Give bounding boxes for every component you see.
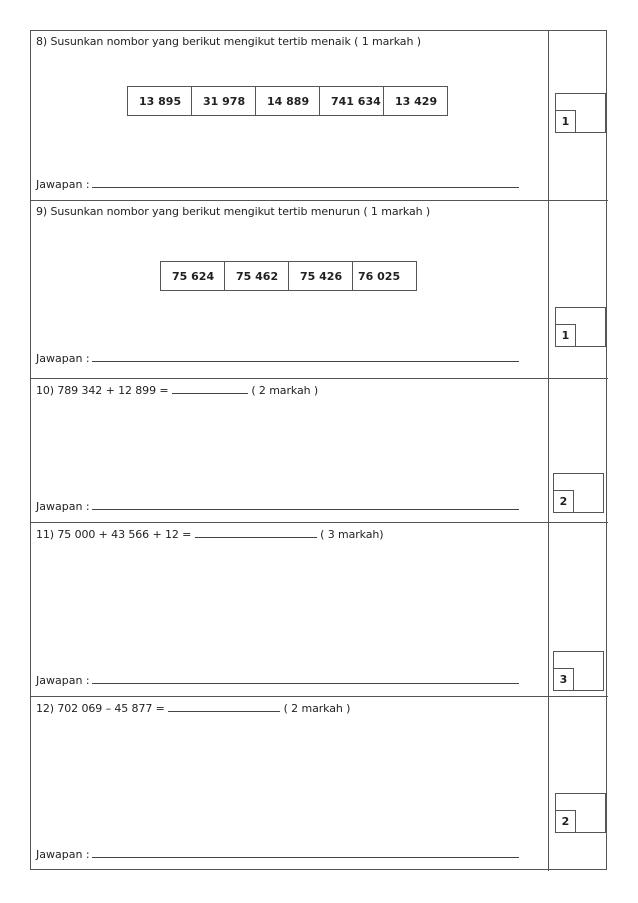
number-cell: 741 634 bbox=[320, 87, 384, 116]
number-cell: 75 426 bbox=[289, 262, 353, 291]
marks-value: 1 bbox=[555, 324, 576, 347]
marks-box bbox=[555, 793, 606, 833]
number-cell: 75 462 bbox=[225, 262, 289, 291]
answer-label: Jawapan : bbox=[36, 352, 90, 365]
number-list-table bbox=[127, 86, 448, 116]
question-text bbox=[36, 383, 318, 397]
question-text: 8) Susunkan nombor yang berikut mengikut tertib menaik ( 1 markah ) bbox=[36, 35, 421, 48]
question-row-10 bbox=[31, 379, 608, 523]
question-cell bbox=[31, 201, 549, 378]
marks-cell bbox=[548, 379, 608, 522]
question-cell bbox=[31, 379, 549, 522]
answer-line[interactable] bbox=[92, 177, 519, 188]
answer-row bbox=[36, 499, 519, 513]
answer-line[interactable] bbox=[92, 499, 519, 510]
answer-line[interactable] bbox=[92, 673, 519, 684]
question-row-8 bbox=[31, 31, 608, 201]
question-expression: 11) 75 000 + 43 566 + 12 = bbox=[36, 528, 192, 541]
number-list-table bbox=[160, 261, 417, 291]
question-row-9 bbox=[31, 201, 608, 379]
question-row-11 bbox=[31, 523, 608, 697]
question-cell bbox=[31, 31, 549, 200]
question-cell bbox=[31, 523, 549, 696]
marks-value: 2 bbox=[555, 810, 576, 833]
answer-row bbox=[36, 177, 519, 191]
answer-line[interactable] bbox=[92, 351, 519, 362]
number-cell: 13 895 bbox=[128, 87, 192, 116]
question-marks-note: ( 2 markah ) bbox=[283, 702, 351, 715]
marks-value: 1 bbox=[555, 110, 576, 133]
answer-row bbox=[36, 673, 519, 687]
marks-box bbox=[553, 473, 604, 513]
question-cell bbox=[31, 697, 549, 871]
question-expression: 10) 789 342 + 12 899 = bbox=[36, 384, 169, 397]
number-cell: 14 889 bbox=[256, 87, 320, 116]
marks-cell bbox=[548, 523, 608, 696]
question-text bbox=[36, 527, 383, 541]
question-row-12 bbox=[31, 697, 608, 871]
answer-row bbox=[36, 351, 519, 365]
number-cell: 75 624 bbox=[161, 262, 225, 291]
marks-box bbox=[555, 93, 606, 133]
marks-cell bbox=[548, 31, 608, 200]
question-marks-note: ( 3 markah) bbox=[320, 528, 384, 541]
question-text: 9) Susunkan nombor yang berikut mengikut tertib menurun ( 1 markah ) bbox=[36, 205, 431, 218]
answer-label: Jawapan : bbox=[36, 500, 90, 513]
question-expression: 12) 702 069 – 45 877 = bbox=[36, 702, 165, 715]
marks-value: 2 bbox=[553, 490, 574, 513]
answer-line[interactable] bbox=[92, 847, 519, 858]
answer-label: Jawapan : bbox=[36, 674, 90, 687]
marks-box bbox=[553, 651, 604, 691]
marks-value: 3 bbox=[553, 668, 574, 691]
answer-label: Jawapan : bbox=[36, 178, 90, 191]
marks-box bbox=[555, 307, 606, 347]
worksheet-table bbox=[30, 30, 607, 870]
answer-label: Jawapan : bbox=[36, 848, 90, 861]
answer-blank[interactable] bbox=[168, 701, 280, 712]
number-cell: 31 978 bbox=[192, 87, 256, 116]
marks-cell bbox=[548, 697, 608, 871]
answer-row bbox=[36, 847, 519, 861]
question-text bbox=[36, 701, 350, 715]
answer-blank[interactable] bbox=[195, 527, 317, 538]
number-cell: 13 429 bbox=[384, 87, 448, 116]
question-marks-note: ( 2 markah ) bbox=[251, 384, 319, 397]
answer-blank[interactable] bbox=[172, 383, 248, 394]
marks-cell bbox=[548, 201, 608, 378]
number-cell: 76 025 bbox=[353, 262, 417, 291]
